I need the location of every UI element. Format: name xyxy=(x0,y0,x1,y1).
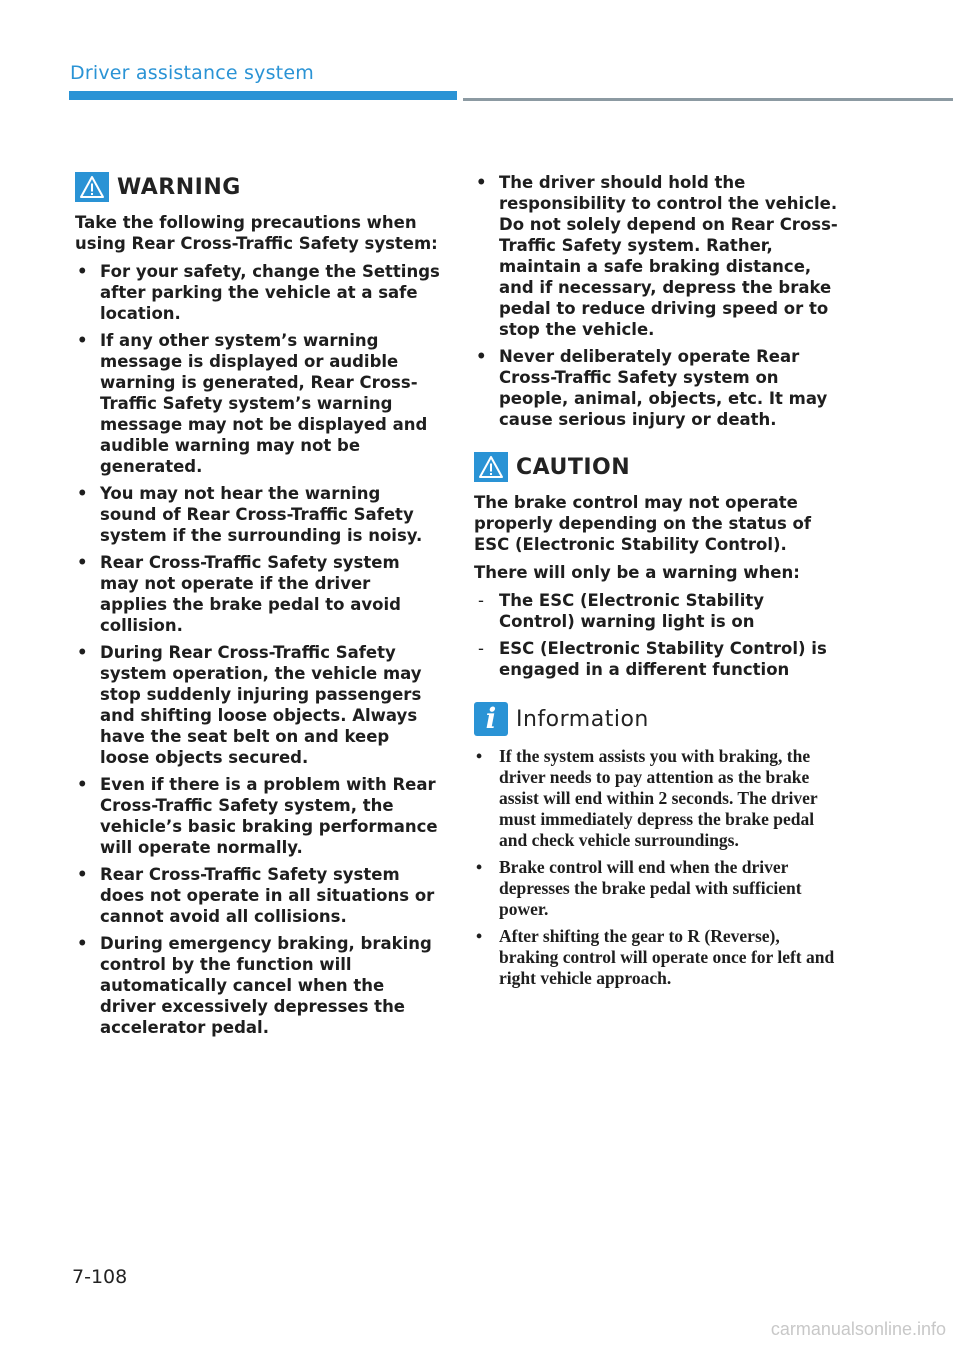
list-item: - The ESC (Electronic Stability Control) warning light is on xyxy=(478,591,764,631)
information-box xyxy=(474,702,840,989)
caution-title: CAUTION xyxy=(516,454,631,480)
list-item: • For your safety, change the Settings after parking the vehicle at a safe location. xyxy=(77,262,440,323)
information-list xyxy=(474,746,840,989)
left-column xyxy=(75,172,441,1060)
list-item: • Rear Cross-Traffic Safety system may not operate if the driver applies the brake pedal to avoid collision. xyxy=(77,553,401,635)
warning-triangle-icon xyxy=(75,172,109,202)
warning-list-continued xyxy=(474,172,840,430)
list-item: • Even if there is a problem with Rear Cross-Traffic Safety system, the vehicle’s basic braking performance will operate normally. xyxy=(77,775,438,857)
warning-header xyxy=(75,172,441,202)
list-item: • After shifting the gear to R (Reverse), braking control will operate once for left and right vehicle approach. xyxy=(476,926,835,988)
warning-intro: Take the following precautions when using Rear Cross-Traffic Safety system: xyxy=(75,213,438,253)
list-item: • Brake control will end when the driver depresses the brake pedal with sufficient power. xyxy=(476,857,802,919)
list-item: • The driver should hold the responsibility to control the vehicle. Do not solely depend on Rear Cross-Traffic Safety system. Rather, maintain a safe braking distance, and if necessary, depress the brake pedal to reduce driving speed or to stop the vehicle. xyxy=(476,173,838,339)
list-item: • Rear Cross-Traffic Safety system does not operate in all situations or cannot avoid all collisions. xyxy=(77,865,435,926)
watermark: carmanualsonline.info xyxy=(770,1319,946,1339)
page-number: 7-108 xyxy=(72,1266,128,1288)
header-accent-bar xyxy=(69,91,457,100)
warning-continued xyxy=(474,172,840,430)
section-title: Driver assistance system xyxy=(70,62,314,84)
info-icon: i xyxy=(474,702,508,736)
information-title: Information xyxy=(516,706,649,732)
header-rule xyxy=(463,98,953,101)
information-header xyxy=(474,702,840,736)
right-column xyxy=(474,172,840,1011)
caution-para-1: The brake control may not operate properly depending on the status of ESC (Electronic Stability Control). xyxy=(474,493,812,554)
caution-list xyxy=(474,590,840,680)
caution-header xyxy=(474,452,840,482)
caution-para-2: There will only be a warning when: xyxy=(474,563,800,582)
list-item: • If the system assists you with braking, the driver needs to pay attention as the brake assist will end within 2 seconds. The driver must immediately depress the brake pedal and check vehicle surroundings. xyxy=(476,746,818,850)
caution-box xyxy=(474,452,840,680)
list-item: • If any other system’s warning message is displayed or audible warning is generated, Rear Cross-Traffic Safety system’s warning message may not be displayed and audible warning may not be generated. xyxy=(77,331,428,476)
warning-box xyxy=(75,172,441,1038)
caution-triangle-icon xyxy=(474,452,508,482)
list-item: • You may not hear the warning sound of Rear Cross-Traffic Safety system if the surrounding is noisy. xyxy=(77,484,423,545)
list-item: - ESC (Electronic Stability Control) is engaged in a different function xyxy=(478,639,827,679)
warning-title: WARNING xyxy=(117,174,241,200)
list-item: • During emergency braking, braking control by the function will automatically cancel when the driver excessively depresses the accelerator pedal. xyxy=(77,934,432,1037)
warning-list xyxy=(75,261,441,1038)
list-item: • Never deliberately operate Rear Cross-Traffic Safety system on people, animal, objects, etc. It may cause serious injury or death. xyxy=(476,347,828,429)
list-item: • During Rear Cross-Traffic Safety system operation, the vehicle may stop suddenly injuring passengers and shifting loose objects. Always have the seat belt on and keep loose objects secured. xyxy=(77,643,422,767)
